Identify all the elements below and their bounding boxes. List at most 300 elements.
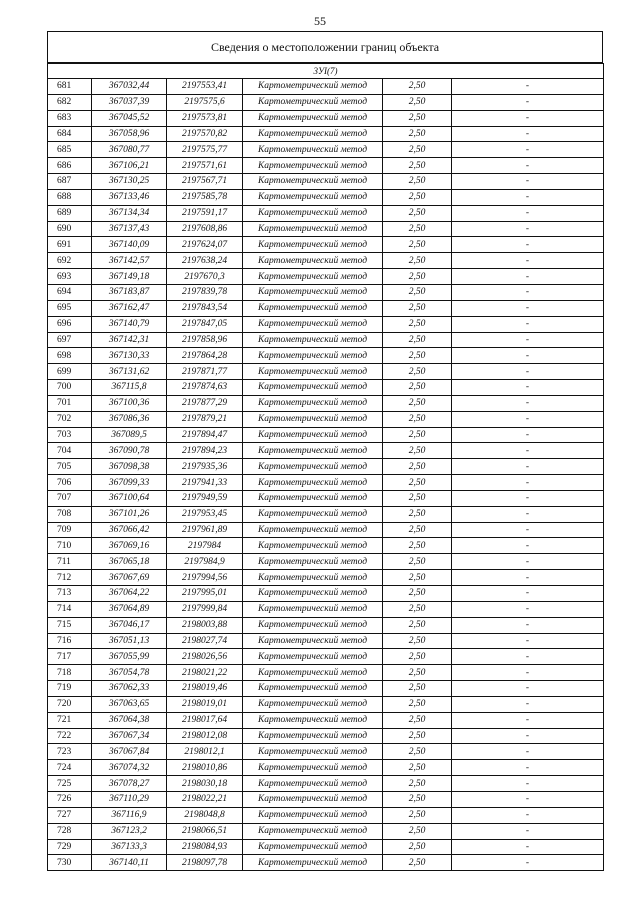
coordinate-x-cell: 367140,79 xyxy=(92,316,167,332)
coordinate-y-cell: 2197999,84 xyxy=(167,601,243,617)
table-row xyxy=(48,253,604,269)
coordinate-x-cell: 367133,3 xyxy=(92,839,167,855)
coordinate-y-cell: 2198097,78 xyxy=(167,855,243,871)
point-number-cell: 713 xyxy=(48,586,92,602)
point-number-cell: 695 xyxy=(48,300,92,316)
note-cell: - xyxy=(452,284,604,300)
coordinate-y-cell: 2197994,56 xyxy=(167,570,243,586)
accuracy-cell: 2,50 xyxy=(383,253,452,269)
accuracy-cell: 2,50 xyxy=(383,633,452,649)
table-row xyxy=(48,855,604,871)
table-row xyxy=(48,158,604,174)
coordinate-y-cell: 2197670,3 xyxy=(167,269,243,285)
accuracy-cell: 2,50 xyxy=(383,744,452,760)
point-number-cell: 689 xyxy=(48,205,92,221)
note-cell: - xyxy=(452,665,604,681)
accuracy-cell: 2,50 xyxy=(383,427,452,443)
method-cell: Картометрический метод xyxy=(243,586,383,602)
coordinate-y-cell: 2197575,77 xyxy=(167,142,243,158)
table-row xyxy=(48,839,604,855)
coordinate-x-cell: 367054,78 xyxy=(92,665,167,681)
coordinate-x-cell: 367055,99 xyxy=(92,649,167,665)
coordinate-x-cell: 367106,21 xyxy=(92,158,167,174)
method-cell: Картометрический метод xyxy=(243,332,383,348)
note-cell: - xyxy=(452,475,604,491)
coordinate-y-cell: 2198022,21 xyxy=(167,791,243,807)
accuracy-cell: 2,50 xyxy=(383,174,452,190)
point-number-cell: 722 xyxy=(48,728,92,744)
accuracy-cell: 2,50 xyxy=(383,807,452,823)
coordinate-x-cell: 367064,22 xyxy=(92,586,167,602)
accuracy-cell: 2,50 xyxy=(383,475,452,491)
point-number-cell: 706 xyxy=(48,475,92,491)
table-row xyxy=(48,712,604,728)
method-cell: Картометрический метод xyxy=(243,681,383,697)
accuracy-cell: 2,50 xyxy=(383,94,452,110)
point-number-cell: 728 xyxy=(48,823,92,839)
accuracy-cell: 2,50 xyxy=(383,332,452,348)
coordinate-x-cell: 367074,32 xyxy=(92,760,167,776)
note-cell: - xyxy=(452,79,604,95)
note-cell: - xyxy=(452,554,604,570)
method-cell: Картометрический метод xyxy=(243,79,383,95)
point-number-cell: 710 xyxy=(48,538,92,554)
table-row xyxy=(48,126,604,142)
point-number-cell: 723 xyxy=(48,744,92,760)
note-cell: - xyxy=(452,839,604,855)
note-cell: - xyxy=(452,395,604,411)
coordinate-y-cell: 2197864,28 xyxy=(167,348,243,364)
point-number-cell: 701 xyxy=(48,395,92,411)
table-row xyxy=(48,284,604,300)
table-row xyxy=(48,364,604,380)
point-number-cell: 717 xyxy=(48,649,92,665)
point-number-cell: 696 xyxy=(48,316,92,332)
coordinate-x-cell: 367130,25 xyxy=(92,174,167,190)
table-row xyxy=(48,807,604,823)
point-number-cell: 727 xyxy=(48,807,92,823)
method-cell: Картометрический метод xyxy=(243,459,383,475)
coordinate-y-cell: 2197591,17 xyxy=(167,205,243,221)
table-row xyxy=(48,316,604,332)
method-cell: Картометрический метод xyxy=(243,364,383,380)
method-cell: Картометрический метод xyxy=(243,712,383,728)
method-cell: Картометрический метод xyxy=(243,760,383,776)
note-cell: - xyxy=(452,158,604,174)
table-row xyxy=(48,696,604,712)
coordinate-y-cell: 2198030,18 xyxy=(167,776,243,792)
method-cell: Картометрический метод xyxy=(243,601,383,617)
coordinate-y-cell: 2197575,6 xyxy=(167,94,243,110)
method-cell: Картометрический метод xyxy=(243,237,383,253)
point-number-cell: 709 xyxy=(48,522,92,538)
table-row xyxy=(48,411,604,427)
coordinate-x-cell: 367116,9 xyxy=(92,807,167,823)
table-row xyxy=(48,237,604,253)
point-number-cell: 716 xyxy=(48,633,92,649)
method-cell: Картометрический метод xyxy=(243,174,383,190)
coordinate-y-cell: 2197624,07 xyxy=(167,237,243,253)
note-cell: - xyxy=(452,126,604,142)
note-cell: - xyxy=(452,776,604,792)
coordinate-x-cell: 367140,11 xyxy=(92,855,167,871)
method-cell: Картометрический метод xyxy=(243,253,383,269)
method-cell: Картометрический метод xyxy=(243,316,383,332)
point-number-cell: 702 xyxy=(48,411,92,427)
coordinate-x-cell: 367037,39 xyxy=(92,94,167,110)
table-row xyxy=(48,221,604,237)
accuracy-cell: 2,50 xyxy=(383,696,452,712)
point-number-cell: 684 xyxy=(48,126,92,142)
method-cell: Картометрический метод xyxy=(243,475,383,491)
coordinates-table xyxy=(47,63,604,871)
coordinate-x-cell: 367066,42 xyxy=(92,522,167,538)
accuracy-cell: 2,50 xyxy=(383,459,452,475)
point-number-cell: 687 xyxy=(48,174,92,190)
coordinate-y-cell: 2197570,82 xyxy=(167,126,243,142)
method-cell: Картометрический метод xyxy=(243,538,383,554)
point-number-cell: 699 xyxy=(48,364,92,380)
point-number-cell: 683 xyxy=(48,110,92,126)
note-cell: - xyxy=(452,538,604,554)
note-cell: - xyxy=(452,823,604,839)
point-number-cell: 724 xyxy=(48,760,92,776)
note-cell: - xyxy=(452,490,604,506)
coordinate-y-cell: 2197894,47 xyxy=(167,427,243,443)
coordinate-x-cell: 367101,26 xyxy=(92,506,167,522)
accuracy-cell: 2,50 xyxy=(383,348,452,364)
method-cell: Картометрический метод xyxy=(243,696,383,712)
point-number-cell: 730 xyxy=(48,855,92,871)
method-cell: Картометрический метод xyxy=(243,776,383,792)
note-cell: - xyxy=(452,237,604,253)
coordinate-x-cell: 367183,87 xyxy=(92,284,167,300)
table-row xyxy=(48,395,604,411)
accuracy-cell: 2,50 xyxy=(383,570,452,586)
point-number-cell: 729 xyxy=(48,839,92,855)
table-row xyxy=(48,142,604,158)
accuracy-cell: 2,50 xyxy=(383,79,452,95)
coordinate-x-cell: 367100,36 xyxy=(92,395,167,411)
method-cell: Картометрический метод xyxy=(243,411,383,427)
coordinate-x-cell: 367142,31 xyxy=(92,332,167,348)
coordinate-y-cell: 2198019,01 xyxy=(167,696,243,712)
note-cell: - xyxy=(452,522,604,538)
point-number-cell: 692 xyxy=(48,253,92,269)
note-cell: - xyxy=(452,712,604,728)
note-cell: - xyxy=(452,221,604,237)
coordinate-y-cell: 2197638,24 xyxy=(167,253,243,269)
coordinate-y-cell: 2197953,45 xyxy=(167,506,243,522)
coordinate-y-cell: 2197858,96 xyxy=(167,332,243,348)
note-cell: - xyxy=(452,300,604,316)
method-cell: Картометрический метод xyxy=(243,221,383,237)
coordinate-x-cell: 367090,78 xyxy=(92,443,167,459)
method-cell: Картометрический метод xyxy=(243,189,383,205)
coordinate-y-cell: 2197847,05 xyxy=(167,316,243,332)
accuracy-cell: 2,50 xyxy=(383,380,452,396)
table-row xyxy=(48,110,604,126)
coordinate-x-cell: 367067,84 xyxy=(92,744,167,760)
point-number-cell: 691 xyxy=(48,237,92,253)
table-row xyxy=(48,348,604,364)
table-row xyxy=(48,570,604,586)
accuracy-cell: 2,50 xyxy=(383,728,452,744)
note-cell: - xyxy=(452,205,604,221)
coordinate-x-cell: 367086,36 xyxy=(92,411,167,427)
note-cell: - xyxy=(452,142,604,158)
accuracy-cell: 2,50 xyxy=(383,237,452,253)
point-number-cell: 705 xyxy=(48,459,92,475)
coordinate-y-cell: 2198021,22 xyxy=(167,665,243,681)
coordinate-y-cell: 2197573,81 xyxy=(167,110,243,126)
method-cell: Картометрический метод xyxy=(243,617,383,633)
point-number-cell: 708 xyxy=(48,506,92,522)
coordinate-x-cell: 367051,13 xyxy=(92,633,167,649)
method-cell: Картометрический метод xyxy=(243,570,383,586)
table-row xyxy=(48,649,604,665)
method-cell: Картометрический метод xyxy=(243,839,383,855)
method-cell: Картометрический метод xyxy=(243,649,383,665)
table-row xyxy=(48,475,604,491)
note-cell: - xyxy=(452,586,604,602)
table-row xyxy=(48,332,604,348)
table-row xyxy=(48,94,604,110)
table-row xyxy=(48,681,604,697)
method-cell: Картометрический метод xyxy=(243,284,383,300)
coordinate-y-cell: 2197894,23 xyxy=(167,443,243,459)
coordinate-y-cell: 2198017,64 xyxy=(167,712,243,728)
accuracy-cell: 2,50 xyxy=(383,554,452,570)
coordinate-y-cell: 2197839,78 xyxy=(167,284,243,300)
accuracy-cell: 2,50 xyxy=(383,395,452,411)
coordinates-sheet xyxy=(47,31,603,871)
coordinate-y-cell: 2198027,74 xyxy=(167,633,243,649)
accuracy-cell: 2,50 xyxy=(383,760,452,776)
point-number-cell: 725 xyxy=(48,776,92,792)
coordinate-x-cell: 367080,77 xyxy=(92,142,167,158)
note-cell: - xyxy=(452,728,604,744)
point-number-cell: 704 xyxy=(48,443,92,459)
method-cell: Картометрический метод xyxy=(243,142,383,158)
note-cell: - xyxy=(452,807,604,823)
method-cell: Картометрический метод xyxy=(243,427,383,443)
table-row xyxy=(48,601,604,617)
coordinate-y-cell: 2198048,8 xyxy=(167,807,243,823)
coordinate-y-cell: 2197984,9 xyxy=(167,554,243,570)
table-row xyxy=(48,459,604,475)
method-cell: Картометрический метод xyxy=(243,744,383,760)
point-number-cell: 712 xyxy=(48,570,92,586)
accuracy-cell: 2,50 xyxy=(383,364,452,380)
note-cell: - xyxy=(452,110,604,126)
parcel-label: 3УІ(7) xyxy=(48,64,604,79)
coordinate-x-cell: 367137,43 xyxy=(92,221,167,237)
accuracy-cell: 2,50 xyxy=(383,617,452,633)
coordinate-x-cell: 367123,2 xyxy=(92,823,167,839)
table-row xyxy=(48,79,604,95)
table-row xyxy=(48,776,604,792)
note-cell: - xyxy=(452,459,604,475)
note-cell: - xyxy=(452,94,604,110)
note-cell: - xyxy=(452,744,604,760)
method-cell: Картометрический метод xyxy=(243,554,383,570)
note-cell: - xyxy=(452,174,604,190)
accuracy-cell: 2,50 xyxy=(383,411,452,427)
point-number-cell: 714 xyxy=(48,601,92,617)
method-cell: Картометрический метод xyxy=(243,807,383,823)
table-row xyxy=(48,380,604,396)
coordinate-x-cell: 367149,18 xyxy=(92,269,167,285)
note-cell: - xyxy=(452,601,604,617)
coordinate-y-cell: 2197879,21 xyxy=(167,411,243,427)
table-row xyxy=(48,205,604,221)
coordinate-y-cell: 2198012,1 xyxy=(167,744,243,760)
table-row xyxy=(48,189,604,205)
coordinate-x-cell: 367130,33 xyxy=(92,348,167,364)
point-number-cell: 694 xyxy=(48,284,92,300)
point-number-cell: 685 xyxy=(48,142,92,158)
note-cell: - xyxy=(452,411,604,427)
coordinate-x-cell: 367064,38 xyxy=(92,712,167,728)
point-number-cell: 681 xyxy=(48,79,92,95)
note-cell: - xyxy=(452,269,604,285)
coordinate-x-cell: 367100,64 xyxy=(92,490,167,506)
method-cell: Картометрический метод xyxy=(243,126,383,142)
accuracy-cell: 2,50 xyxy=(383,823,452,839)
method-cell: Картометрический метод xyxy=(243,823,383,839)
table-row xyxy=(48,617,604,633)
coordinate-y-cell: 2197553,41 xyxy=(167,79,243,95)
accuracy-cell: 2,50 xyxy=(383,586,452,602)
point-number-cell: 726 xyxy=(48,791,92,807)
coordinate-y-cell: 2197961,89 xyxy=(167,522,243,538)
coordinate-y-cell: 2197585,78 xyxy=(167,189,243,205)
method-cell: Картометрический метод xyxy=(243,269,383,285)
point-number-cell: 715 xyxy=(48,617,92,633)
accuracy-cell: 2,50 xyxy=(383,839,452,855)
method-cell: Картометрический метод xyxy=(243,300,383,316)
note-cell: - xyxy=(452,316,604,332)
method-cell: Картометрический метод xyxy=(243,855,383,871)
coordinate-x-cell: 367099,33 xyxy=(92,475,167,491)
method-cell: Картометрический метод xyxy=(243,158,383,174)
coordinate-x-cell: 367134,34 xyxy=(92,205,167,221)
accuracy-cell: 2,50 xyxy=(383,776,452,792)
table-row xyxy=(48,554,604,570)
coordinate-x-cell: 367064,89 xyxy=(92,601,167,617)
point-number-cell: 707 xyxy=(48,490,92,506)
accuracy-cell: 2,50 xyxy=(383,522,452,538)
accuracy-cell: 2,50 xyxy=(383,649,452,665)
note-cell: - xyxy=(452,443,604,459)
coordinate-y-cell: 2197941,33 xyxy=(167,475,243,491)
accuracy-cell: 2,50 xyxy=(383,681,452,697)
accuracy-cell: 2,50 xyxy=(383,158,452,174)
point-number-cell: 703 xyxy=(48,427,92,443)
method-cell: Картометрический метод xyxy=(243,633,383,649)
note-cell: - xyxy=(452,855,604,871)
method-cell: Картометрический метод xyxy=(243,728,383,744)
point-number-cell: 693 xyxy=(48,269,92,285)
accuracy-cell: 2,50 xyxy=(383,300,452,316)
accuracy-cell: 2,50 xyxy=(383,284,452,300)
note-cell: - xyxy=(452,380,604,396)
note-cell: - xyxy=(452,649,604,665)
parcel-label-row xyxy=(48,64,604,79)
note-cell: - xyxy=(452,633,604,649)
coordinate-x-cell: 367032,44 xyxy=(92,79,167,95)
accuracy-cell: 2,50 xyxy=(383,189,452,205)
coordinate-x-cell: 367069,16 xyxy=(92,538,167,554)
coordinate-x-cell: 367065,18 xyxy=(92,554,167,570)
point-number-cell: 690 xyxy=(48,221,92,237)
coordinate-y-cell: 2197567,71 xyxy=(167,174,243,190)
note-cell: - xyxy=(452,253,604,269)
method-cell: Картометрический метод xyxy=(243,522,383,538)
coordinate-y-cell: 2197935,36 xyxy=(167,459,243,475)
accuracy-cell: 2,50 xyxy=(383,490,452,506)
coordinate-x-cell: 367062,33 xyxy=(92,681,167,697)
table-row xyxy=(48,174,604,190)
table-row xyxy=(48,633,604,649)
coordinate-x-cell: 367115,8 xyxy=(92,380,167,396)
coordinate-x-cell: 367133,46 xyxy=(92,189,167,205)
table-row xyxy=(48,522,604,538)
coordinate-y-cell: 2198019,46 xyxy=(167,681,243,697)
table-row xyxy=(48,823,604,839)
coordinate-x-cell: 367140,09 xyxy=(92,237,167,253)
coordinate-x-cell: 367162,47 xyxy=(92,300,167,316)
point-number-cell: 682 xyxy=(48,94,92,110)
coordinate-x-cell: 367078,27 xyxy=(92,776,167,792)
point-number-cell: 700 xyxy=(48,380,92,396)
method-cell: Картометрический метод xyxy=(243,490,383,506)
note-cell: - xyxy=(452,332,604,348)
accuracy-cell: 2,50 xyxy=(383,269,452,285)
table-row xyxy=(48,506,604,522)
table-row xyxy=(48,665,604,681)
table-row xyxy=(48,269,604,285)
coordinate-x-cell: 367098,38 xyxy=(92,459,167,475)
accuracy-cell: 2,50 xyxy=(383,221,452,237)
table-row xyxy=(48,728,604,744)
method-cell: Картометрический метод xyxy=(243,110,383,126)
table-row xyxy=(48,443,604,459)
table-title: Сведения о местоположении границ объекта xyxy=(47,31,603,63)
table-row xyxy=(48,490,604,506)
point-number-cell: 718 xyxy=(48,665,92,681)
method-cell: Картометрический метод xyxy=(243,94,383,110)
point-number-cell: 698 xyxy=(48,348,92,364)
coordinate-x-cell: 367089,5 xyxy=(92,427,167,443)
point-number-cell: 697 xyxy=(48,332,92,348)
accuracy-cell: 2,50 xyxy=(383,142,452,158)
coordinate-y-cell: 2197949,59 xyxy=(167,490,243,506)
coordinate-y-cell: 2198066,51 xyxy=(167,823,243,839)
page-number: 55 xyxy=(314,14,326,28)
method-cell: Картометрический метод xyxy=(243,791,383,807)
accuracy-cell: 2,50 xyxy=(383,205,452,221)
coordinate-y-cell: 2197843,54 xyxy=(167,300,243,316)
point-number-cell: 721 xyxy=(48,712,92,728)
accuracy-cell: 2,50 xyxy=(383,316,452,332)
accuracy-cell: 2,50 xyxy=(383,712,452,728)
coordinate-x-cell: 367110,29 xyxy=(92,791,167,807)
coordinate-y-cell: 2197874,63 xyxy=(167,380,243,396)
method-cell: Картометрический метод xyxy=(243,348,383,364)
accuracy-cell: 2,50 xyxy=(383,506,452,522)
